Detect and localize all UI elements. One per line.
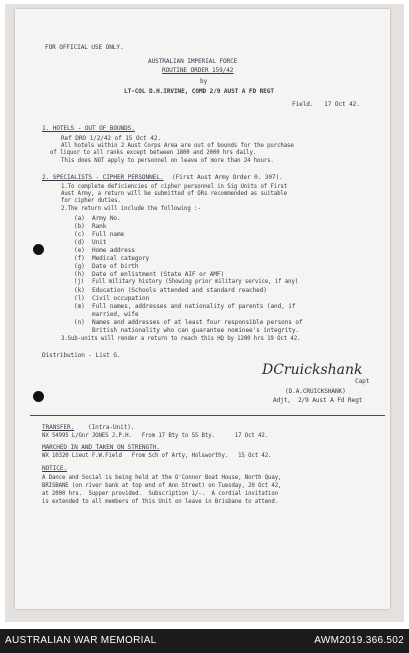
item-letter: (c) xyxy=(74,231,85,238)
section2-intro-line: 1.To complete deficiencies of cipher personnel in Sig Units of First xyxy=(61,184,288,190)
order-title: ROUTINE ORDER 159/42 xyxy=(162,67,234,74)
item-text: Unit xyxy=(92,239,107,246)
institution-label: AUSTRALIAN WAR MEMORIAL xyxy=(5,635,157,646)
item-letter: (k) xyxy=(74,287,85,294)
item-text: Army No. xyxy=(92,215,121,222)
item-letter: (h) xyxy=(74,271,85,278)
notice-line: is extended to all members of this Unit on leave in Brisbane to attend. xyxy=(42,499,279,505)
marched-in-entry: WX 10320 Lieut F.W.Field From Sch of Arty, Holsworthy. 15 Oct 42. xyxy=(42,453,272,459)
distribution-line: Distribution - List G. xyxy=(42,352,121,359)
punch-hole-top xyxy=(33,244,44,255)
notice-line: at 2000 hrs. Supper provided. Subscription 1/-. A cordial invitation xyxy=(42,491,279,497)
item-text: married, wife xyxy=(92,311,139,318)
item-letter: (j) xyxy=(74,279,84,285)
force-title: AUSTRALIAN IMPERIAL FORCE xyxy=(148,58,238,65)
item-letter: (n) xyxy=(74,319,85,326)
section1-heading: 1. HOTELS - OUT OF BOUNDS. xyxy=(42,125,135,132)
notice-line: BRISBANE (on river bank at top end of Ann Street) on Tuesday, 20 Oct 42, xyxy=(42,483,282,489)
section1-line: This does NOT apply to personnel on leave of more than 24 hours. xyxy=(61,158,274,164)
signatory-rank: Capt xyxy=(355,378,370,385)
transfer-heading: TRANSFER. xyxy=(42,424,75,431)
section1-line: Ref DRO 1/2/42 of 15 Oct 42. xyxy=(61,135,161,142)
item-letter: (d) xyxy=(74,239,85,246)
item-text: Date of enlistment (State AIF or AMF) xyxy=(92,271,225,278)
item-text: Civil occupation xyxy=(92,295,150,302)
item-text: Rank xyxy=(92,223,107,230)
item-text: Date of birth xyxy=(92,263,139,270)
marched-in-heading: MARCHED IN AND TAKEN ON STRENGTH. xyxy=(42,444,160,451)
item-letter: (l) xyxy=(74,295,85,302)
item-letter: (b) xyxy=(74,223,85,230)
item-text: Full military history (Showing prior military service, if any) xyxy=(92,279,299,285)
item-text: British nationality who can guarantee nominee's integrity. xyxy=(92,327,299,334)
section2-reference: (First Aust Army Order 0. 307). xyxy=(172,174,283,181)
item-text: Medical category xyxy=(92,255,150,262)
signatory-title: Adjt, 2/9 Aust A Fd Regt xyxy=(273,397,363,404)
item-text: Home address xyxy=(92,247,135,254)
section2-intro-line: Aust Army, a return will be submitted of ORs recommended as suitable xyxy=(61,191,288,197)
item-text: Full name xyxy=(92,231,125,238)
signatory-name: (D.A.CRUICKSHANK) xyxy=(285,388,346,395)
accession-number: AWM2019.366.502 xyxy=(314,635,404,646)
item-letter: (m) xyxy=(74,303,85,310)
item-letter: (a) xyxy=(74,215,85,222)
section1-line: All hotels within 2 Aust Corps Area are out of bounds for the purchase xyxy=(61,143,294,149)
section2-closing: 3.Sub-units will render a return to reach this HQ by 1200 hrs 19 Oct 42. xyxy=(61,336,301,342)
item-text: Full names, addresses and nationality of parents (and, if xyxy=(92,303,296,310)
classification-label: FOR OFFICIAL USE ONLY. xyxy=(45,44,124,51)
notice-line: A Dance and Social is being held at the O'Connor Boat House, North Quay, xyxy=(42,475,282,481)
section2-heading: 2. SPECIALISTS - CIPHER PERSONNEL. xyxy=(42,174,164,181)
by-label: by xyxy=(200,78,208,85)
item-letter: (f) xyxy=(74,255,85,262)
notice-heading: NOTICE. xyxy=(42,465,67,472)
location-date: Field. 17 Oct 42. xyxy=(292,101,360,108)
section2-intro-line: 2.The return will include the following :- xyxy=(61,206,201,212)
transfer-subheading: (Intra-Unit). xyxy=(88,424,135,431)
section-divider xyxy=(30,415,385,416)
commander-line: LT-COL D.H.IRVINE, COMD 2/9 AUST A FD REGT xyxy=(124,88,274,95)
item-letter: (e) xyxy=(74,247,85,254)
item-letter: (g) xyxy=(74,263,85,270)
footer-bar xyxy=(0,629,409,653)
item-text: Education (Schools attended and standard reached) xyxy=(92,287,267,294)
punch-hole-bottom xyxy=(33,391,44,402)
handwritten-signature: DCruickshank xyxy=(262,362,363,378)
section1-line: of liquor to all ranks except between 1800 and 2000 hrs daily. xyxy=(50,150,257,156)
item-text: Names and addresses of at least four responsible persons of xyxy=(92,319,303,326)
transfer-entry: NX 54995 L/Gnr JONES J.P.H. From 17 Bty to 55 Bty. 17 Oct 42. xyxy=(42,433,269,439)
section2-intro-line: for cipher duties. xyxy=(61,198,121,204)
